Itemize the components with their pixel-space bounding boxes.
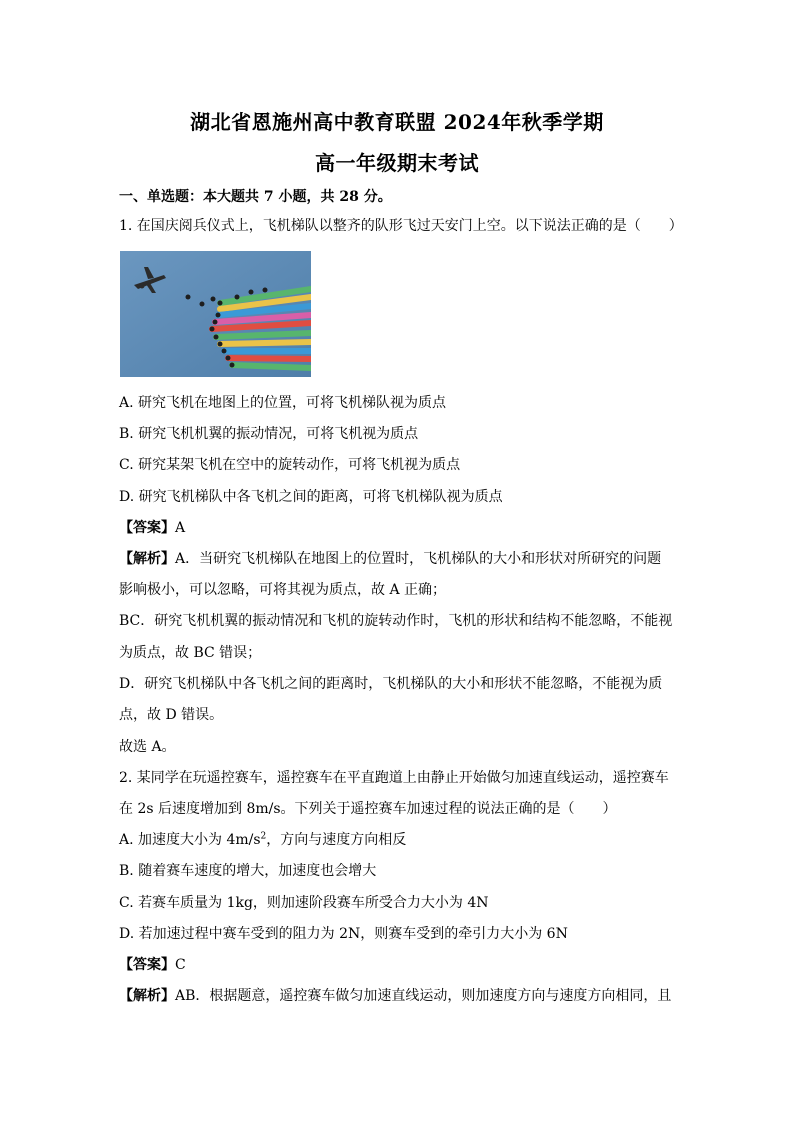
q1-analysis-line-4: 为质点，故 BC 错误； xyxy=(119,645,262,661)
q2-analysis-line-1 xyxy=(119,986,671,1006)
section-heading: 一、单选题：本大题共 7 小题，共 28 分。 xyxy=(119,189,392,205)
q1-option-b: B. 研究飞机机翼的振动情况，可将飞机视为质点 xyxy=(119,426,419,442)
q2-option-a-sup: 2 xyxy=(260,831,267,842)
q1-option-c: C. 研究某架飞机在空中的旋转动作，可将飞机视为质点 xyxy=(119,457,461,473)
q1-option-d: D. 研究飞机梯队中各飞机之间的距离，可将飞机梯队视为质点 xyxy=(119,489,503,505)
aircraft-formation-image xyxy=(120,251,311,377)
analysis-text: A．当研究飞机梯队在地图上的位置时，飞机梯队的大小和形状对所研究的问题 xyxy=(175,551,662,567)
q2-stem-line-1: 2. 某同学在玩遥控赛车，遥控赛车在平直跑道上由静止开始做匀加速直线运动，遥控赛车 xyxy=(119,770,669,786)
exam-subtitle: 高一年级期末考试 xyxy=(315,151,479,175)
q2-option-b: B. 随着赛车速度的增大，加速度也会增大 xyxy=(119,863,377,879)
parade-aircraft-photo xyxy=(120,251,311,377)
exam-title: 湖北省恩施州高中教育联盟 2024年秋季学期 xyxy=(190,110,604,134)
q1-analysis-line-5: D．研究飞机梯队中各飞机之间的距离时，飞机梯队的大小和形状不能忽略，不能视为质 xyxy=(119,676,663,692)
q2-option-a-text: A. 加速度大小为 4m/s xyxy=(119,832,261,848)
analysis-tag: 【解析】 xyxy=(119,988,175,1004)
analysis-tag: 【解析】 xyxy=(119,551,175,567)
q1-answer xyxy=(119,518,185,538)
answer-tag: 【答案】 xyxy=(119,520,175,536)
q2-answer xyxy=(119,955,186,975)
answer-value: C xyxy=(175,957,186,973)
q2-option-a-tail: ，方向与速度方向相反 xyxy=(266,832,407,848)
q1-option-a: A. 研究飞机在地图上的位置，可将飞机梯队视为质点 xyxy=(119,395,447,411)
q1-analysis-line-6: 点，故 D 错误。 xyxy=(119,707,224,723)
q2-option-a xyxy=(119,830,406,850)
answer-value: A xyxy=(175,520,186,536)
q1-stem: 1. 在国庆阅兵仪式上，飞机梯队以整齐的队形飞过天安门上空。以下说法正确的是（ ） xyxy=(119,218,683,234)
q2-stem-line-2: 在 2s 后速度增加到 8m/s。下列关于遥控赛车加速过程的说法正确的是（ ） xyxy=(119,801,617,817)
q1-analysis-line-7: 故选 A。 xyxy=(119,739,176,755)
analysis-text: AB．根据题意，遥控赛车做匀加速直线运动，则加速度方向与速度方向相同，且 xyxy=(175,988,672,1004)
q1-analysis-line-1 xyxy=(119,549,661,569)
q1-analysis-line-2: 影响极小，可以忽略，可将其视为质点，故 A 正确； xyxy=(119,582,447,598)
q1-analysis-line-3: BC．研究飞机机翼的振动情况和飞机的旋转动作时，飞机的形状和结构不能忽略，不能视 xyxy=(119,613,673,629)
answer-tag: 【答案】 xyxy=(119,957,175,973)
q2-option-d: D. 若加速过程中赛车受到的阻力为 2N，则赛车受到的牵引力大小为 6N xyxy=(119,926,568,942)
q2-option-c: C. 若赛车质量为 1kg，则加速阶段赛车所受合力大小为 4N xyxy=(119,895,489,911)
